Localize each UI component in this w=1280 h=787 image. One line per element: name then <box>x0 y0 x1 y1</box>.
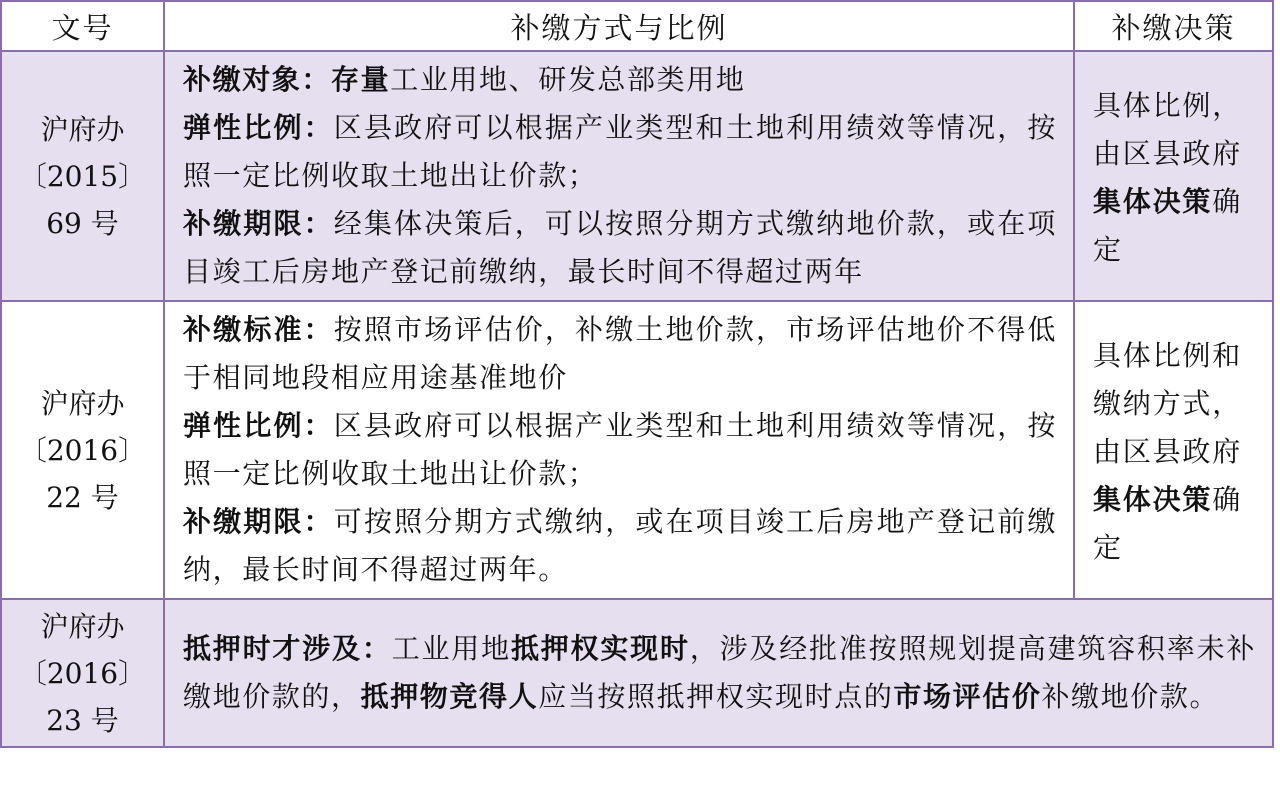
item-label: 补缴期限： <box>183 505 334 538</box>
header-doc-number: 文号 <box>1 1 164 51</box>
item-label: 弹性比例： <box>183 409 334 442</box>
header-row <box>1 1 1273 51</box>
doc-number-line: 22 号 <box>46 480 119 514</box>
doc-number-line: 23 号 <box>46 703 119 737</box>
item-bold-text: 存量 <box>331 63 391 96</box>
method-cell-merged <box>164 599 1273 747</box>
segment-bold: 抵押物竞得人 <box>360 680 539 713</box>
doc-number-line: 〔2016〕 <box>18 433 147 467</box>
decision-bold-text: 集体决策 <box>1093 483 1213 516</box>
method-item <box>183 306 1057 402</box>
doc-number-line: 沪府办 <box>40 112 125 146</box>
item-label: 弹性比例： <box>183 111 334 144</box>
item-label: 补缴期限： <box>183 207 334 240</box>
table-row <box>1 301 1273 599</box>
decision-cell <box>1074 51 1273 301</box>
doc-number-cell <box>1 51 164 301</box>
item-text: 区县政府可以根据产业类型和土地利用绩效等情况，按照一定比例收取土地出让价款； <box>183 111 1057 192</box>
segment-bold: 抵押时才涉及： <box>183 632 392 665</box>
item-text: 可按照分期方式缴纳，或在项目竣工后房地产登记前缴纳，最长时间不得超过两年。 <box>183 505 1057 586</box>
table-row <box>1 599 1273 747</box>
segment-text: ，涉及经批准按照规划提高建筑容积率未补缴地价款的， <box>183 632 1257 713</box>
doc-number-line: 〔2016〕 <box>18 656 147 690</box>
method-cell <box>164 51 1074 301</box>
method-item <box>183 56 1057 104</box>
segment-text: 工业用地 <box>391 632 511 665</box>
segment-bold: 抵押权实现时 <box>510 632 690 665</box>
segment-text: 应当按照抵押权实现时点的 <box>538 680 894 713</box>
item-text: 工业用地、研发总部类用地 <box>390 63 746 96</box>
table-row <box>1 51 1273 301</box>
method-item <box>183 498 1057 594</box>
method-cell <box>164 301 1074 599</box>
item-text: 经集体决策后，可以按照分期方式缴纳地价款，或在项目竣工后房地产登记前缴纳，最长时间不得超过两年 <box>183 207 1057 288</box>
decision-bold-text: 集体决策 <box>1093 185 1213 218</box>
item-label: 补缴标准： <box>183 313 334 346</box>
header-decision: 补缴决策 <box>1074 1 1273 51</box>
decision-text: 具体比例和缴纳方式，由区县政府 <box>1093 339 1243 468</box>
doc-number-line: 沪府办 <box>40 609 125 643</box>
decision-text: 确定 <box>1093 185 1243 266</box>
method-item <box>183 104 1057 200</box>
doc-number-cell <box>1 599 164 747</box>
doc-number-cell <box>1 301 164 599</box>
item-text: 按照市场评估价，补缴土地价款，市场评估地价不得低于相同地段相应用途基准地价 <box>183 313 1057 394</box>
method-item <box>183 200 1057 296</box>
decision-cell <box>1074 301 1273 599</box>
decision-text: 确定 <box>1093 483 1243 564</box>
header-method: 补缴方式与比例 <box>164 1 1074 51</box>
segment-text: 补缴地价款。 <box>1041 680 1220 713</box>
item-text: 区县政府可以根据产业类型和土地利用绩效等情况，按照一定比例收取土地出让价款； <box>183 409 1057 490</box>
doc-number-line: 沪府办 <box>40 386 125 420</box>
segment-bold: 市场评估价 <box>893 680 1042 713</box>
doc-number-line: 69 号 <box>46 206 119 240</box>
item-label: 补缴对象： <box>183 63 332 96</box>
method-item <box>183 402 1057 498</box>
doc-number-line: 〔2015〕 <box>18 159 147 193</box>
decision-text: 具体比例，由区县政府 <box>1093 89 1243 170</box>
